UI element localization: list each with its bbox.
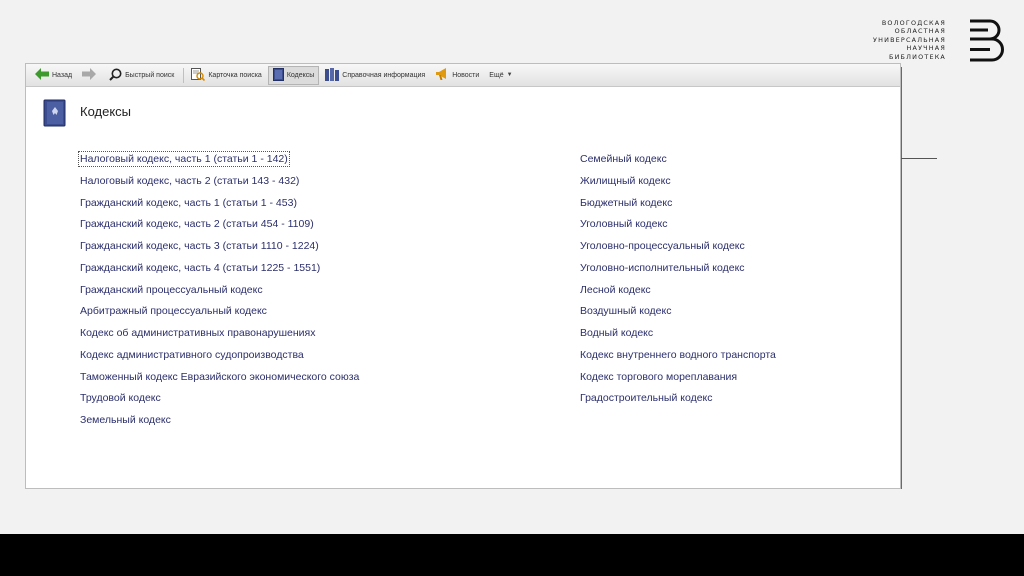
logo-line: ОБЛАСТНАЯ: [894, 27, 946, 36]
code-link[interactable]: Кодекс торгового мореплавания: [580, 370, 738, 383]
codes-list-right: [580, 149, 776, 410]
toolbar-separator: [183, 68, 184, 83]
logo-line: БИБЛИОТЕКА: [888, 52, 946, 61]
code-link[interactable]: Жилищный кодекс: [580, 174, 671, 187]
codes-button[interactable]: [268, 66, 319, 85]
code-link[interactable]: Семейный кодекс: [580, 153, 667, 165]
chevron-down-icon: ▼: [506, 72, 513, 78]
code-link[interactable]: Кодекс об административных правонарушениях: [80, 327, 316, 339]
logo-mark-icon: [968, 18, 1004, 64]
code-link[interactable]: Градостроительный кодекс: [580, 392, 713, 405]
code-link[interactable]: Таможенный кодекс Евразийского экономического союза: [80, 370, 360, 383]
logo-line: ВОЛОГОДСКАЯ: [881, 19, 946, 27]
page-title: Кодексы: [80, 104, 132, 119]
logo-line: НАУЧНАЯ: [906, 44, 946, 53]
reference-button[interactable]: [321, 66, 429, 85]
code-link[interactable]: Уголовный кодекс: [580, 218, 668, 231]
code-link[interactable]: Уголовно-исполнительный кодекс: [580, 261, 745, 274]
forward-button[interactable]: [78, 66, 103, 85]
code-link[interactable]: Арбитражный процессуальный кодекс: [80, 305, 267, 318]
code-link[interactable]: Гражданский кодекс, часть 1 (статьи 1 - 453): [80, 196, 297, 209]
back-button[interactable]: [31, 66, 76, 85]
decorative-horizontal-line: [901, 158, 937, 159]
more-menu-button[interactable]: [485, 66, 516, 85]
forward-arrow-icon: [82, 68, 96, 82]
code-link[interactable]: Налоговый кодекс, часть 1 (статьи 1 - 142): [80, 153, 288, 165]
card-search-label: Карточка поиска: [208, 71, 262, 79]
news-label: Новости: [452, 71, 480, 79]
megaphone-icon: [435, 68, 449, 83]
reference-label: Справочная информация: [342, 71, 426, 79]
library-logo: [873, 18, 1006, 66]
code-link[interactable]: Уголовно-процессуальный кодекс: [580, 240, 745, 252]
news-button[interactable]: [431, 66, 483, 85]
search-icon: [109, 68, 122, 83]
code-link[interactable]: Гражданский кодекс, часть 3 (статьи 1110 - 1224): [80, 240, 319, 252]
codes-list-left: [80, 149, 359, 432]
codex-book-icon: [43, 99, 67, 127]
code-link[interactable]: Трудовой кодекс: [80, 392, 161, 405]
app-window: [25, 63, 901, 489]
code-link[interactable]: Земельный кодекс: [80, 414, 171, 426]
toolbar: [26, 64, 900, 87]
reference-books-icon: [325, 68, 339, 83]
logo-text: [873, 19, 946, 61]
codes-label: Кодексы: [286, 71, 315, 79]
code-link[interactable]: Гражданский процессуальный кодекс: [80, 283, 263, 296]
code-link[interactable]: Бюджетный кодекс: [580, 196, 673, 209]
code-link[interactable]: Водный кодекс: [580, 327, 654, 339]
code-link[interactable]: Гражданский кодекс, часть 2 (статьи 454 - 1109): [80, 218, 314, 231]
more-label: Ещё: [489, 71, 504, 79]
back-arrow-icon: [35, 68, 49, 82]
card-search-button[interactable]: [187, 66, 265, 85]
code-link[interactable]: Налоговый кодекс, часть 2 (статьи 143 - 432): [80, 174, 300, 187]
quick-search-label: Быстрый поиск: [125, 71, 175, 79]
logo-line: УНИВЕРСАЛЬНАЯ: [873, 35, 946, 44]
back-label: Назад: [52, 71, 73, 79]
code-link[interactable]: Лесной кодекс: [580, 283, 651, 296]
bottom-band: [0, 534, 1024, 576]
quick-search-button[interactable]: [105, 66, 178, 85]
codes-book-icon: [273, 68, 284, 83]
codes-page: [26, 87, 900, 489]
code-link[interactable]: Воздушный кодекс: [580, 305, 672, 318]
code-link[interactable]: Кодекс административного судопроизводства: [80, 348, 304, 361]
code-link[interactable]: Гражданский кодекс, часть 4 (статьи 1225 - 1551): [80, 261, 321, 274]
code-link[interactable]: Кодекс внутреннего водного транспорта: [580, 348, 776, 361]
search-card-icon: [191, 68, 205, 83]
